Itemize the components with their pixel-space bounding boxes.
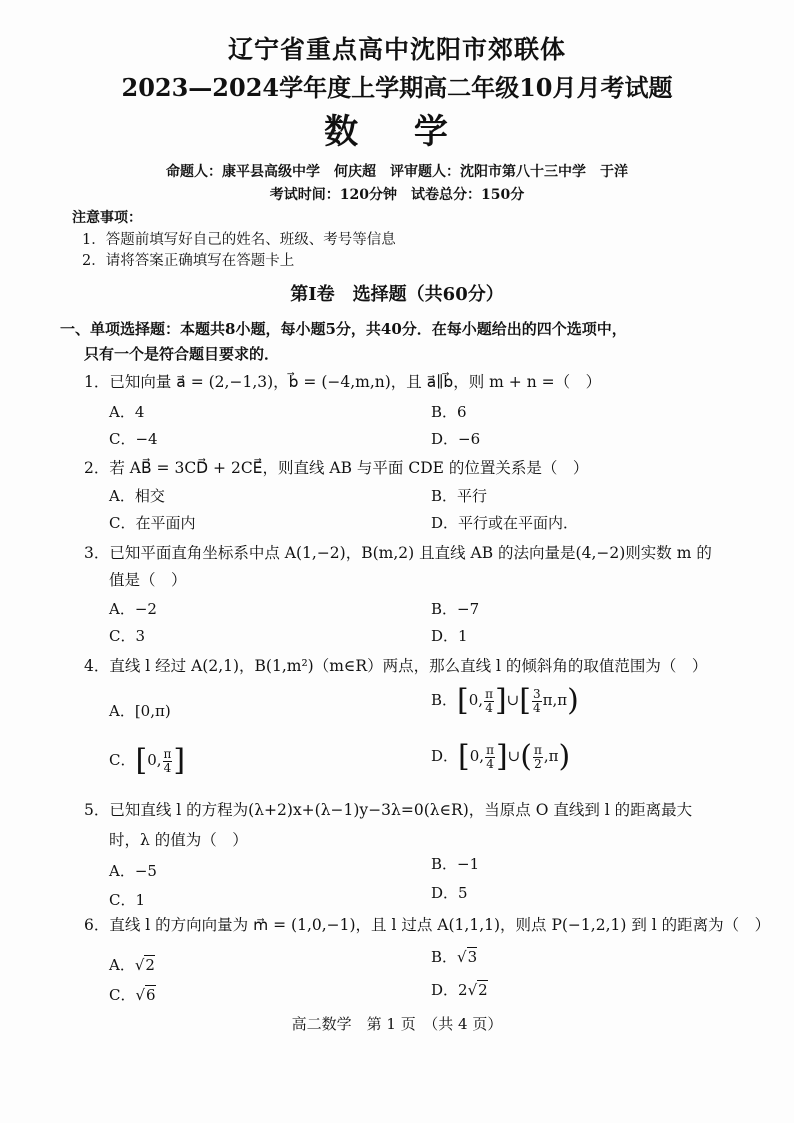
page-footer: 高二数学 第 1 页 （共 4 页） <box>291 1015 503 1033</box>
right-bracket-icon: ] <box>494 683 507 718</box>
question-4-option-c <box>109 743 186 778</box>
question-2-option-c: C．在平面内 <box>109 514 196 532</box>
radicand: 2 <box>478 981 488 999</box>
authors-line: 命题人：康平县高级中学 何庆超 评审题人：沈阳市第八十三中学 于洋 <box>166 164 628 180</box>
coefficient: 2 <box>458 981 468 999</box>
question-4-option-a: A．[0,π) <box>109 702 171 720</box>
sqrt-icon: √ <box>134 956 145 974</box>
fraction: $\frac{\pi}{4}$ <box>163 746 172 775</box>
right-paren-icon: ) <box>558 739 571 774</box>
question-5-option-a: A．−5 <box>109 862 157 880</box>
question-3-option-d: D．1 <box>431 627 468 645</box>
question-5-option-c: C．1 <box>109 891 146 909</box>
question-6-option-a <box>109 954 155 975</box>
exam-title-line2: 2023—2024学年度上学期高二年级10月月考试题 <box>121 73 673 102</box>
section-title: 第Ⅰ卷 选择题（共60分） <box>290 284 504 305</box>
option-c-label: C． <box>109 986 136 1004</box>
question-3-stem-line1: 3．已知平面直角坐标系中点 A(1,−2)，B(m,2) 且直线 AB 的法向量是(4,−2)则实数 m 的 <box>84 544 712 562</box>
left-bracket-icon: [ <box>519 683 531 718</box>
fraction: $\frac{3}{4}$ <box>532 686 541 715</box>
radicand: 6 <box>146 986 156 1004</box>
question-2-option-d: D．平行或在平面内． <box>431 514 579 532</box>
fraction: $\frac{\pi}{4}$ <box>485 686 493 715</box>
interval-end: ,π <box>543 747 559 765</box>
question-1-option-a: A．4 <box>109 403 145 421</box>
left-bracket-icon: [ <box>457 683 469 718</box>
question-5-stem-line2: 时，λ 的值为（ ） <box>109 831 248 849</box>
question-6-option-c <box>109 984 156 1005</box>
right-paren-icon: ) <box>567 683 579 718</box>
question-5-option-b: B．−1 <box>431 855 480 873</box>
sqrt-icon: √ <box>467 981 478 999</box>
fraction: $\frac{\pi}{4}$ <box>486 742 494 771</box>
question-3-option-a: A．−2 <box>109 600 157 618</box>
question-3-option-c: C．3 <box>109 627 146 645</box>
section-intro-line1: 一、单项选择题：本题共8小题，每小题5分，共40分．在每小题给出的四个选项中， <box>60 320 627 338</box>
question-1-stem: 1．已知向量 a⃗ = (2,−1,3)，b⃗ = (−4,m,n)，且 a⃗∥b⃗，则 m + n =（ ） <box>84 373 602 391</box>
left-paren-icon: ( <box>520 739 532 774</box>
note-item: 2．请将答案正确填写在答题卡上 <box>82 253 295 269</box>
interval-start: 0, <box>468 691 484 709</box>
question-2-stem: 2．若 AB⃗ = 3CD⃗ + 2CE⃗，则直线 AB 与平面 CDE 的位置关系是（ ） <box>84 459 589 477</box>
left-bracket-icon: [ <box>458 739 470 774</box>
sqrt-icon: √ <box>457 948 467 966</box>
option-a-label: A． <box>109 956 135 974</box>
left-bracket-icon: [ <box>135 743 148 778</box>
question-6-stem: 6．直线 l 的方向向量为 m⃗ = (1,0,−1)，且 l 过点 A(1,1,1)，则点 P(−1,2,1) 到 l 的距离为（ ） <box>84 916 771 934</box>
question-1-option-b: B．6 <box>431 403 467 421</box>
section-intro-line2: 只有一个是符合题目要求的． <box>84 345 280 363</box>
question-4-stem: 4．直线 l 经过 A(2,1)，B(1,m²)（m∈R）两点，那么直线 l 的倾斜角的取值范围为（ ） <box>84 657 708 675</box>
option-d-label: D． <box>431 747 459 765</box>
interval-start: 0, <box>147 751 162 769</box>
question-3-option-b: B．−7 <box>431 600 480 618</box>
notes-heading: 注意事项： <box>72 210 142 226</box>
right-bracket-icon: ] <box>173 743 186 778</box>
radicand: 2 <box>145 956 155 974</box>
right-bracket-icon: ] <box>495 739 508 774</box>
question-2-option-b: B．平行 <box>431 487 488 505</box>
option-c-label: C． <box>109 751 136 769</box>
question-5-stem-line1: 5．已知直线 l 的方程为(λ+2)x+(λ−1)y−3λ=0(λ∈R)，当原点 O 直线到 l 的距离最大 <box>84 801 693 819</box>
union-symbol: ∪ <box>506 691 520 709</box>
question-6-option-d <box>431 979 488 1000</box>
fraction: $\frac{\pi}{2}$ <box>533 742 542 771</box>
exam-title-line1: 辽宁省重点高中沈阳市郊联体 <box>227 35 566 64</box>
sqrt-icon: √ <box>135 986 146 1004</box>
exam-info-line: 考试时间：120分钟 试卷总分：150分 <box>269 187 525 203</box>
subject-title: 数 学 <box>324 112 470 152</box>
question-6-option-b <box>431 946 477 967</box>
interval-end: π,π <box>542 691 568 709</box>
option-b-label: B． <box>431 691 458 709</box>
question-2-option-a: A．相交 <box>109 487 165 505</box>
note-item: 1．答题前填写好自己的姓名、班级、考号等信息 <box>82 232 396 248</box>
interval-start: 0, <box>469 747 485 765</box>
option-d-label: D． <box>431 981 459 999</box>
union-symbol: ∪ <box>507 747 521 765</box>
question-4-option-d <box>431 739 571 774</box>
radicand: 3 <box>467 948 478 966</box>
question-1-option-c: C．−4 <box>109 430 158 448</box>
question-1-option-d: D．−6 <box>431 430 481 448</box>
option-b-label: B． <box>431 948 458 966</box>
question-4-option-b <box>431 683 579 718</box>
question-5-option-d: D．5 <box>431 884 468 902</box>
question-3-stem-line2: 值是（ ） <box>109 571 187 589</box>
